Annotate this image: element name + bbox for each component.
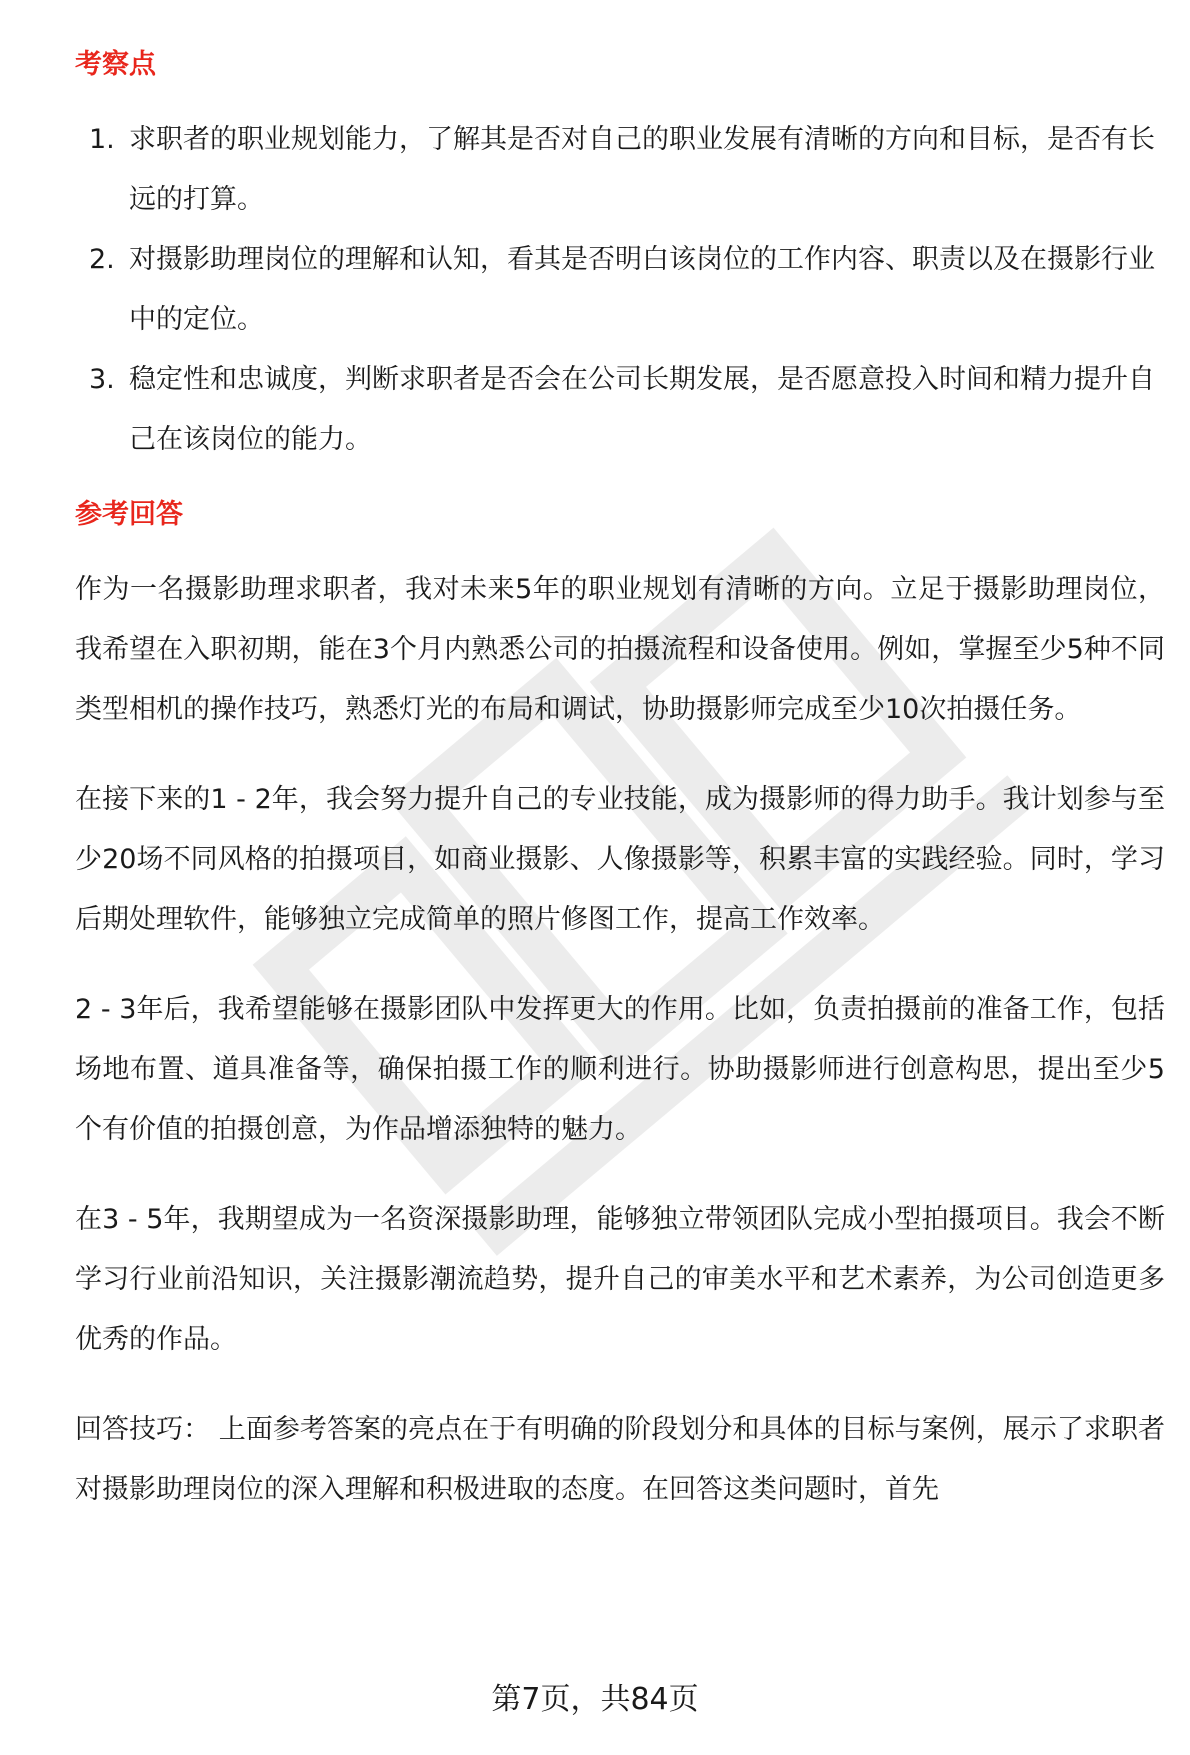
list-item-number: 1. bbox=[89, 124, 115, 155]
list-item-number: 3. bbox=[89, 364, 115, 395]
list-item bbox=[75, 110, 1165, 230]
answer-paragraph: 作为一名摄影助理求职者，我对未来5年的职业规划有清晰的方向。立足于摄影助理岗位，我希望在入职初期，能在3个月内熟悉公司的拍摄流程和设备使用。例如，掌握至少5种不同类型相机的操作技巧，熟悉灯光的布局和调试，协助摄影师完成至少10次拍摄任务。 bbox=[75, 574, 1165, 725]
section-title-evaluation-points: 考察点 bbox=[75, 49, 156, 80]
evaluation-points-list bbox=[75, 110, 1165, 470]
list-item-number: 2. bbox=[89, 244, 115, 275]
answer-tips-paragraph: 回答技巧： 上面参考答案的亮点在于有明确的阶段划分和具体的目标与案例，展示了求职者对摄影助理岗位的深入理解和积极进取的态度。在回答这类问题时，首先 bbox=[75, 1414, 1165, 1505]
answer-paragraph: 2 - 3年后，我希望能够在摄影团队中发挥更大的作用。比如，负责拍摄前的准备工作，包括场地布置、道具准备等，确保拍摄工作的顺利进行。协助摄影师进行创意构思，提出至少5个有价值的拍摄创意，为作品增添独特的魅力。 bbox=[75, 994, 1165, 1145]
document-body bbox=[75, 48, 1165, 1550]
list-item bbox=[75, 350, 1165, 470]
section-title-reference-answer: 参考回答 bbox=[75, 499, 183, 530]
list-item-text: 对摄影助理岗位的理解和认知，看其是否明白该岗位的工作内容、职责以及在摄影行业中的定位。 bbox=[129, 244, 1155, 335]
list-item bbox=[75, 230, 1165, 350]
answer-paragraph: 在3 - 5年，我期望成为一名资深摄影助理，能够独立带领团队完成小型拍摄项目。我会不断学习行业前沿知识，关注摄影潮流趋势，提升自己的审美水平和艺术素养，为公司创造更多优秀的作品。 bbox=[75, 1204, 1165, 1355]
list-item-text: 求职者的职业规划能力，了解其是否对自己的职业发展有清晰的方向和目标，是否有长远的打算。 bbox=[129, 124, 1155, 215]
list-item-text: 稳定性和忠诚度，判断求职者是否会在公司长期发展，是否愿意投入时间和精力提升自己在该岗位的能力。 bbox=[129, 364, 1155, 455]
answer-paragraph: 在接下来的1 - 2年，我会努力提升自己的专业技能，成为摄影师的得力助手。我计划参与至少20场不同风格的拍摄项目，如商业摄影、人像摄影等，积累丰富的实践经验。同时，学习后期处理软件，能够独立完成简单的照片修图工作，提高工作效率。 bbox=[75, 784, 1165, 935]
page-number: 第7页，共84页 bbox=[491, 1682, 699, 1717]
